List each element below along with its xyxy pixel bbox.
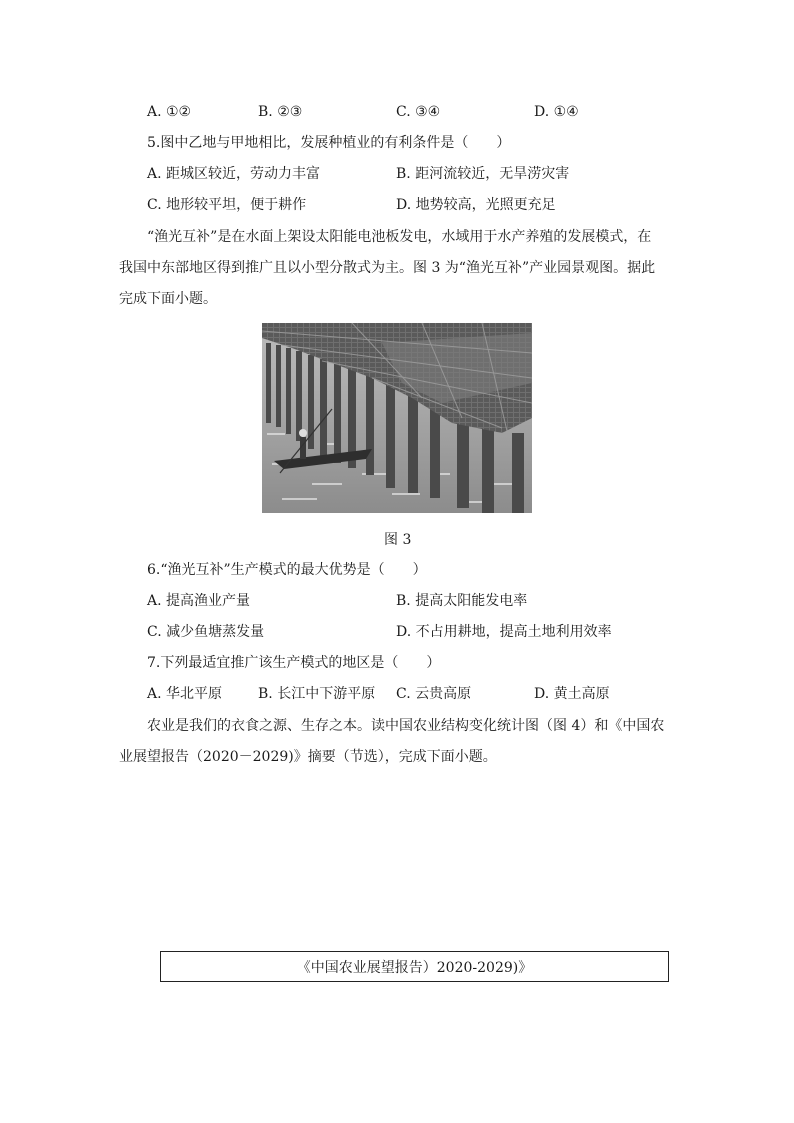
q5-option-d: D. 地势较高，光照更充足	[396, 197, 556, 213]
solar-fishpond-photo	[262, 323, 532, 513]
passage1-line-3: 完成下面小题。	[119, 291, 217, 307]
q7-stem: 7.下列最适宜推广该生产模式的地区是（ ）	[147, 655, 441, 671]
passage1-line-2: 我国中东部地区得到推广且以小型分散式为主。图 3 为“渔光互补”产业园景观图。据此	[119, 260, 656, 276]
q7-option-b: B. 长江中下游平原	[258, 686, 376, 702]
passage2-line-1: 农业是我们的衣食之源、生存之本。读中国农业结构变化统计图（图 4）和《中国农	[147, 718, 665, 734]
report-title-box	[160, 951, 669, 982]
q6-stem: 6.“渔光互补”生产模式的最大优势是（ ）	[147, 562, 427, 578]
q5-option-a: A. 距城区较近，劳动力丰富	[147, 166, 321, 182]
q7-option-a: A. 华北平原	[147, 686, 223, 702]
q6-option-b: B. 提高太阳能发电率	[396, 593, 528, 609]
passage1-line-1: “渔光互补”是在水面上架设太阳能电池板发电，水域用于水产养殖的发展模式，在	[147, 229, 652, 245]
q6-option-a: A. 提高渔业产量	[147, 593, 251, 609]
q4-option-d: D. ①④	[534, 104, 579, 120]
q5-option-b: B. 距河流较近，无旱涝灾害	[396, 166, 570, 182]
q7-option-c: C. 云贵高原	[396, 686, 472, 702]
q5-stem: 5.图中乙地与甲地相比，发展种植业的有利条件是（ ）	[147, 135, 511, 151]
q6-option-c: C. 减少鱼塘蒸发量	[147, 624, 265, 640]
passage2-line-2: 业展望报告（2020－2029)》摘要（节选），完成下面小题。	[119, 749, 497, 765]
report-title: 《中国农业展望报告）2020-2029)》	[296, 959, 533, 976]
q6-option-d: D. 不占用耕地，提高土地利用效率	[396, 624, 612, 640]
q5-option-c: C. 地形较平坦，便于耕作	[147, 197, 307, 213]
q7-option-d: D. 黄土高原	[534, 686, 610, 702]
q4-option-c: C. ③④	[396, 104, 441, 120]
q4-option-b: B. ②③	[258, 104, 303, 120]
figure-caption: 图 3	[384, 532, 412, 548]
q4-option-a: A. ①②	[147, 104, 192, 120]
